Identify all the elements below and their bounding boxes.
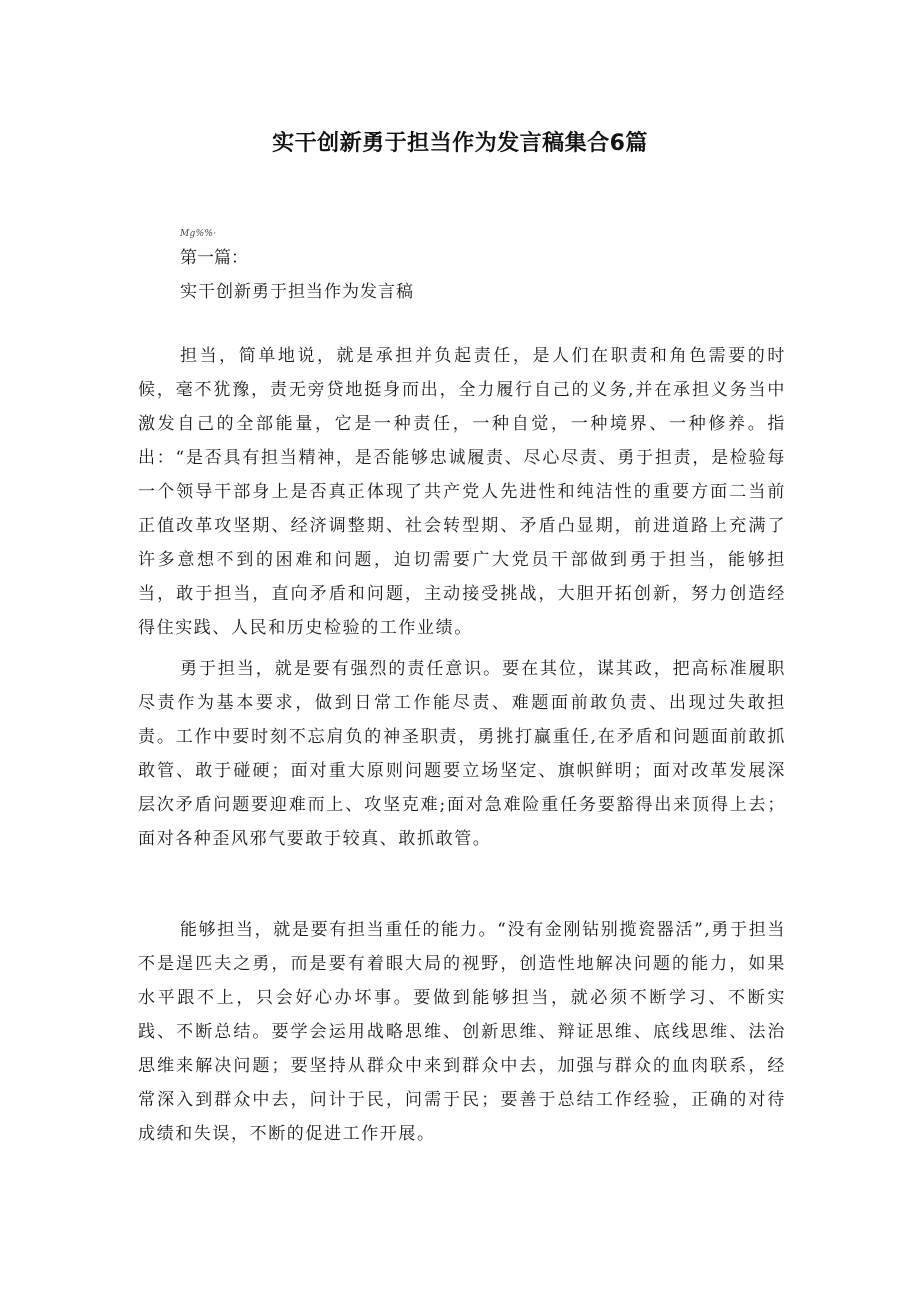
body-paragraph-3: 能够担当，就是要有担当重任的能力。“没有金刚钻别揽瓷器活”,勇于担当不是逞匹夫之勇，而是要有着眼大局的视野，创造性地解决问题的能力，如果水平跟不上，只会好心办坏事。要做到能够担当，就必须不断学习、不断实践、不断总结。要学会运用战略思维、创新思维、辩证思维、底线思维、法治思维来解决问题；要坚持从群众中来到群众中去，加强与群众的血肉联系，经常深入到群众中去，问计于民，问需于民；要善于总结工作经验，正确的对待成绩和失误，不断的促进工作开展。 [138,920,786,1144]
stamp-mark: Mg%%· [180,229,217,239]
section-subtitle: 实干创新勇于担当作为发言稿 [180,282,414,302]
document-title: 实干创新勇于担当作为发言稿集合6篇 [272,131,648,156]
section-heading: 第一篇： [180,248,248,268]
body-paragraph-1: 担当，简单地说，就是承担并负起责任，是人们在职责和角色需要的时候，毫不犹豫，责无旁贷地挺身而出，全力履行自己的义务,并在承担义务当中激发自己的全部能量，它是一种责任，一种自觉，一种境界、一种修养。指出：“是否具有担当精神，是否能够忠诚履责、尽心尽责、勇于担责，是检验每一个领导干部身上是否真正体现了共产党人先进性和纯洁性的重要方面二当前正值改革攻坚期、经济调整期、社会转型期、矛盾凸显期，前进道路上充满了许多意想不到的困难和问题，迫切需要广大党员干部做到勇于担当，能够担当，敢于担当，直向矛盾和问题，主动接受挑战，大胆开拓创新，努力创造经得住实践、人民和历史检验的工作业绩。 [138,346,786,638]
body-paragraph-2: 勇于担当，就是要有强烈的责任意识。要在其位，谋其政，把高标准履职尽责作为基本要求，做到日常工作能尽责、难题面前敢负责、出现过失敢担责。工作中要时刻不忘肩负的神圣职责，勇挑打赢重任,在矛盾和问题面前敢抓敢管、敢于碰硬；面对重大原则问题要立场坚定、旗帜鲜明；面对改革发展深层次矛盾问题要迎难而上、攻坚克难;面对急难险重任务要豁得出来顶得上去；面对各种歪风邪气要敢于较真、敢抓敢管。 [138,659,786,849]
